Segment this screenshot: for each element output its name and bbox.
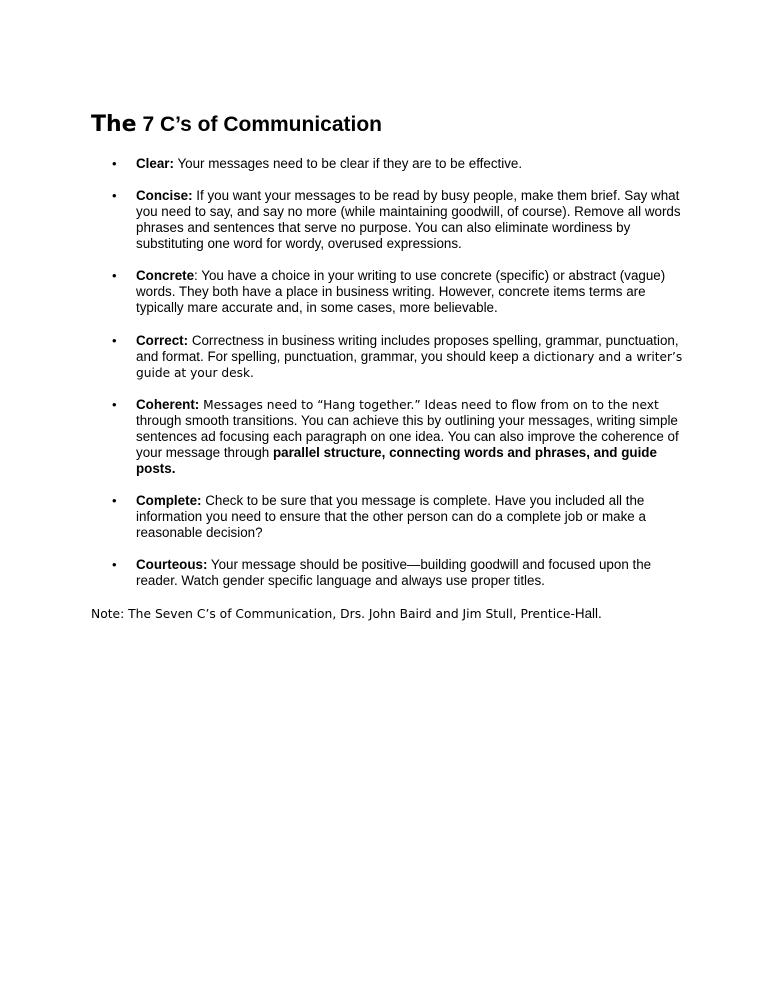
bullet: • xyxy=(112,397,117,412)
title-prefix: The xyxy=(91,112,137,137)
item-text: : You have a choice in your writing to use concrete (specific) or abstract (vague) words. They both have a place in business writing. However, concrete items terms are typically mare accurate and, in some cases, more believable. xyxy=(136,268,666,315)
term-coherent: Coherent: xyxy=(136,397,200,412)
item-text: Correctness in business writing includes proposes spelling, grammar, punctuation, and format. For spelling, punctuation, grammar, you should keep a xyxy=(136,333,679,364)
page-title xyxy=(91,112,382,137)
item-text: through smooth transitions. You can achieve this by outlining your messages, writing simple sentences ad focusing each paragraph on one idea. You can also improve the coherence of your message through xyxy=(136,413,679,460)
term-clear: Clear: xyxy=(136,156,174,171)
source-note xyxy=(91,606,602,621)
bullet: • xyxy=(112,557,117,572)
list-item-concise xyxy=(112,188,684,252)
item-text: Your message should be positive—building goodwill and focused upon the reader. Watch gender specific language and always use proper titles. xyxy=(136,557,652,588)
term-concrete: Concrete xyxy=(136,268,195,283)
term-correct: Correct: xyxy=(136,333,189,348)
bullet: • xyxy=(112,156,117,171)
item-text: If you want your messages to be read by busy people, make them brief. Say what you need to say, and say no more (while maintaining goodwill, of course). Remove all words phrases and sentences that serve no purpose. You can also eliminate wordiness by substituting one word for wordy, overused expressions. xyxy=(136,188,681,251)
list-item-courteous xyxy=(112,557,684,589)
bullet: • xyxy=(112,493,117,508)
list-item-concrete xyxy=(112,268,684,316)
item-bold-tail: parallel structure, connecting words and phrases, and guide posts. xyxy=(136,445,657,476)
term-courteous: Courteous: xyxy=(136,557,208,572)
bullet: • xyxy=(112,188,117,203)
list-item-clear xyxy=(112,156,684,172)
note-end: Hall. xyxy=(574,606,602,621)
item-text-alt: dictionary and a writer’s guide at your desk. xyxy=(136,350,683,380)
item-text: Your messages need to be clear if they are to be effective. xyxy=(173,156,523,171)
note-main: Note: The Seven C’s of Communication, Drs. John Baird and Jim Stull, Prentice- xyxy=(91,607,575,621)
title-rest: 7 C’s of Communication xyxy=(142,113,383,136)
term-complete: Complete: xyxy=(136,493,202,508)
term-concise: Concise: xyxy=(136,188,193,203)
list-item-coherent xyxy=(112,397,684,477)
item-text-alt: Messages need to “Hang together.” Ideas need to flow from on to the next xyxy=(199,398,659,412)
item-text: Check to be sure that you message is complete. Have you included all the information you need to ensure that the other person can do a complete job or make a reasonable decision? xyxy=(136,493,646,540)
list-item-complete xyxy=(112,493,684,541)
bullet: • xyxy=(112,268,117,283)
list-item-correct xyxy=(112,333,684,381)
bullet: • xyxy=(112,333,117,348)
